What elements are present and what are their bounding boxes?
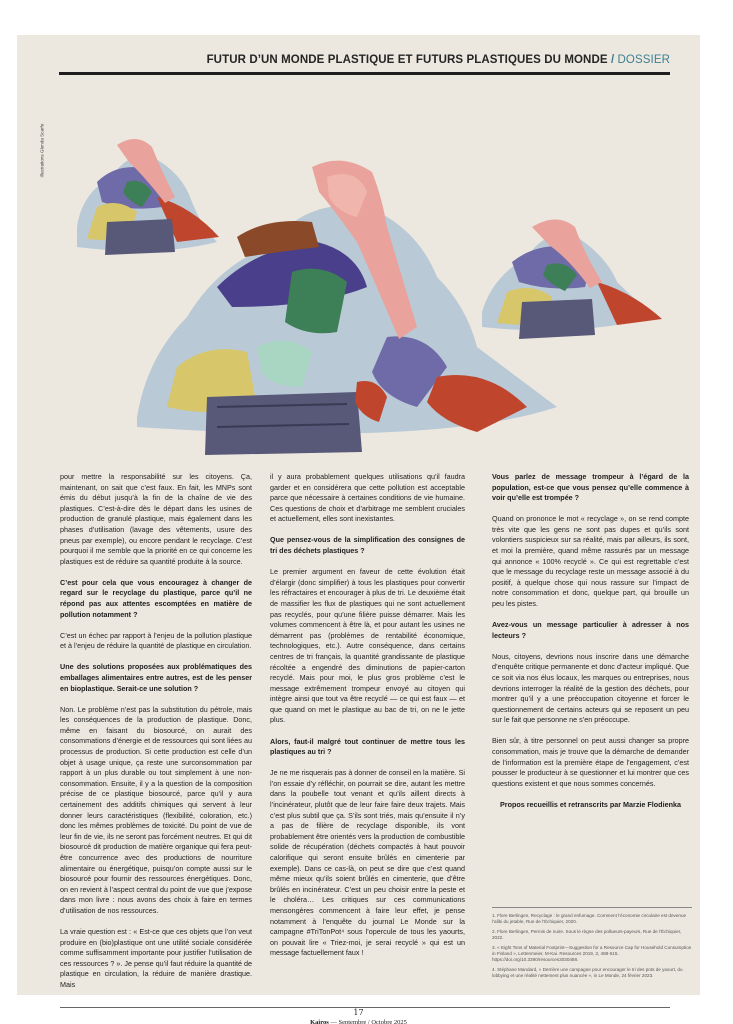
paragraph: La vraie question est : « Est-ce que ces objets que l’on veut produire en (bio)plastique ont une utilité sociale considérée comme suffisamment importante pour justifier l’utilisation de ces ressources ? ». Je pense qu’il faut réduire la quantité de plastique en circulation, la réduire de manière drastique. Mais — [60, 927, 252, 990]
article-column-3 — [492, 472, 689, 821]
paragraph: Nous, citoyens, devrions nous inscrire dans une démarche d’enquête critique permanente et donc d’acteur impliqué. Que ce soit via nos élus locaux, les marques ou entreprises, nous devrions interroger la réalité de la gestion des déchets, pour montrer qu’il y a une préoccupation citoyenne et forcer le questionnement de certains acteurs qui se reposent un peu sur le fait que personne ne s’en préoccupe. — [492, 651, 689, 725]
footnotes-rule — [492, 907, 692, 908]
article-column-1 — [60, 472, 252, 1001]
illustration-credit: Illustrations Glenda Scarfe — [39, 123, 45, 178]
issue-date: — Septembre / Octobre 2025 — [328, 1019, 407, 1024]
page-header — [207, 54, 670, 66]
paragraph: pour mettre la responsabilité sur les citoyens. Ça, maintenant, on sait que c’est faux. En fait, les MNPs sont émis du début jusqu’à la fin de la chaîne de vie des plastiques. C’est-à-dire dès le départ dans les usines de production de granulé plastique, mais également dans les phases d’utilisation (lavage des vêtements, usure des pneus par exemple), ou encore pendant le recyclage. C’est pourquoi il me semble que la priorité en ce qui concerne les plastiques est de réduire sa quantité produite à la source. — [60, 472, 252, 566]
paragraph: C’est un échec par rapport à l’enjeu de la pollution plastique et à l’enjeu de réduire la quantité de plastique en circulation. — [60, 630, 252, 651]
header-rule — [59, 72, 670, 75]
header-title: FUTUR D’UN MONDE PLASTIQUE ET FUTURS PLASTIQUES DU MONDE — [206, 54, 608, 66]
footnote: 4. Stéphane Mandard, « Derrière une campagne pour encourager le tri des pots de yaourt, du lobbying et une réalité nettement plus nuancée », in Le Monde, 24 février 2023. — [492, 966, 683, 979]
interview-question: Que pensez-vous de la simplification des consignes de tri des déchets plastiques ? — [270, 535, 465, 556]
footnote: 2. Flore Berlingen, Permis de nuire. Sous le règne des pollueurs-payeurs, Rue de l’Échiquier, 2022. — [492, 928, 682, 941]
small-clothes-pile-left — [77, 139, 219, 255]
magazine-page — [17, 35, 700, 1024]
article-signature: Propos recueillis et retranscrits par Marzie Flodienka — [500, 799, 681, 809]
paragraph: il y aura probablement quelques utilisations qu’il faudra garder et en considérera que cette pollution est acceptable parce que nécessaire à certaines conditions de vie humaine. Ces questions de choix et d’arbitrage me semblent cruciales et actuellement, elles sont inexistantes. — [270, 472, 465, 524]
header-separator: / — [610, 54, 615, 66]
header-section: DOSSIER — [617, 54, 670, 66]
small-clothes-pile-right — [482, 220, 662, 340]
paragraph: Non. Le problème n’est pas la substitution du pétrole, mais les conséquences de la production de plastique. Donc, même en faisant du biosourcé, on aurait des consommations d’énergie et de ressources qui sont liées au processus de production. Si cette production est celle d’un objet à usage unique, ça reste une surconsommation par rapport à un plus durable ou tout simplement à une non-consommation. Ensuite, il y a la question de la composition précise de ce plastique biosourcé, parce qu’il y aura certainement des additifs chimiques qui servent à leur donner leurs caractéristiques (flexibilité, coloration, etc.) donc les mêmes problèmes de toxicité. Du point de vue de leur fin de vie, ils ne seront pas forcément neutres. Et qui dit biosourcé dit production de matière organique qui fera peut-être concurrence avec des productions de nourriture alimentaire ou énergétique, puisqu’on compte aussi sur le biosourcé pour fournir des ressources énergétiques. Donc, on en revient à l’aspect central du point de vue que j’expose dans mon livre : nous avons des choix à faire en termes d’utilisation de nos ressources. — [60, 704, 252, 915]
interview-question: Avez-vous un message particulier à adresser à nos lecteurs ? — [492, 620, 689, 640]
paragraph: Le premier argument en faveur de cette évolution était d’élargir (donc simplifier) à tous les plastiques pour convertir les réfractaires et encourager à plus de tri. Le deuxième était de massifier les flux de plastiques qui ne sont actuellement pas recyclés, pour qu’une filière puisse démarrer. Mais les volumes commencent à être là, et pour autant les usines ne démarrent pas (problèmes de rentabilité économique, technologiques, etc.). Autre conséquence, dans certains centres de tri français, la quantité grandissante de plastique récoltée a engendré des diminutions de papier-carton recyclé. Mais pour moi, le plus gros problème c’est le message extrêmement trompeur envoyé au citoyen qui intègre ainsi que tout va être recyclé — ce qui est faux — et que quand on met le plastique au bac de tri, on ne le jette plus. — [270, 567, 465, 725]
interview-question: Vous parlez de message trompeur à l’égard de la population, est-ce que vous pensez qu’elle commence à voir qu’elle est trompée ? — [492, 472, 689, 503]
interview-question: C’est pour cela que vous encouragez à changer de regard sur le recyclage du plastique, parce qu’il ne répond pas aux attentes escomptées en matière de pollution notamment ? — [60, 577, 252, 619]
interview-question: Alors, faut-il malgré tout continuer de mettre tous les plastiques au tri ? — [270, 736, 465, 757]
paragraph: Quand on prononce le mot « recyclage », on se rend compte très vite que les gens ne sont pas dupes et qu’ils sont volontiers suspicieux sur sa réalité, mais par ailleurs, ils sont, et moi la première, quand même rassurés par un message qui annonce « 100% recyclé ». Ce qui est regrettable c’est que le message du recyclage reste un message associé à du positif, à quelque chose qui nous rassure sur l’impact de notre consommation et donc, quelque part, qui brouille un peu les pistes. — [492, 514, 689, 609]
clothes-pile-illustration — [57, 77, 697, 457]
magazine-name: Kairos — [310, 1019, 329, 1024]
paragraph: Je ne me risquerais pas à donner de conseil en la matière. Si l’on essaie d’y réfléchir, on pourrait se dire, autant les mettre dans la poubelle tout venant et qu’ils aillent directs à l’incinérateur, plutôt que de leur faire faire deux trajets. Mais c’est plus subtil que ça. S’ils sont triés, mais qu’ensuite il n’y a pas de filière de recyclage disponible, ils vont probablement être orientés vers la production de combustible solide de récupération (déchets compactés à haut pouvoir calorifique qui seront ensuite brûlés en cimenterie par exemple). Dans ce cas-là, on peut se dire que c’est quand même mieux qu’ils soient brûlés en cimenterie, que d’être brûlés en incinérateur. C’est un peu choisir entre la peste et le choléra… Les critiques sur ces communications mensongères commencent à faire leur effet, je pense notamment à l’enquête du journal Le Monde sur la campagne #TriTonPot⁴ sous l’opercule de tous les yaourts, on pouvait lire « Triez-moi, je serai recyclé » qui est un message factuellement faux ! — [270, 768, 465, 958]
interview-question: Une des solutions proposées aux problématiques des emballages alimentaires entre autres, est de les penser en bioplastique. Serait-ce une solution ? — [60, 662, 252, 693]
footnote: 1. Flore Berlingen, Recyclage : le grand enfumage. Comment l’économie circulaire est devenue l’alibi du jetable, Rue de l’Échiquier, 2020. — [492, 913, 687, 925]
page-footer — [17, 1019, 700, 1024]
footnotes — [492, 913, 692, 983]
page-number: 17 — [353, 1008, 364, 1017]
paragraph: Bien sûr, à titre personnel on peut aussi changer sa propre consommation, mais je trouve que la démarche de demander de l’information est la première étape de l’engagement, c’est pousser le producteur à se questionner et lui montrer que ces questions existent et que nous sommes concernés. — [492, 736, 689, 788]
footnote: 3. « Eight Tons of Material Footprint—Suggestion for a Resource Cap for Household Consumption in Finland », Lettenmeier, M-Kai. Resources 2019, 3, 488-515. https://doi.org/10.3390/resources3030488. — [492, 944, 692, 963]
article-column-2 — [270, 472, 465, 969]
